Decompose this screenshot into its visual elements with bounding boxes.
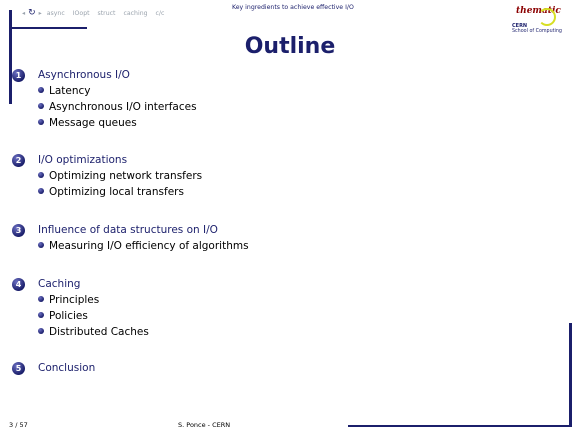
footer-author: S. Ponce - CERN [178,421,231,429]
section-title-link[interactable]: Influence of data structures on I/O [38,224,218,236]
subsection-link[interactable]: Asynchronous I/O interfaces [38,101,197,113]
logo-line-1: CERN [512,23,528,29]
logo-line-2: School of Computing [512,29,562,34]
subsection-link[interactable]: Policies [38,310,88,322]
subsection-link[interactable]: Measuring I/O efficiency of algorithms [38,240,249,252]
subsection-link[interactable]: Optimizing network transfers [38,170,202,182]
logo-wordmark: thematic [516,6,561,16]
bullet-icon [38,188,44,194]
subsection-link[interactable]: Optimizing local transfers [38,186,184,198]
section-number-badge: 1 [12,69,25,82]
section-number-badge: 4 [12,278,25,291]
section-number-badge: 5 [12,362,25,375]
nav-item-conclusion[interactable]: c/c [155,10,165,17]
nav-item-ioopt[interactable]: IOopt [72,10,90,17]
section-title-link[interactable]: Caching [38,278,81,290]
subsection-link[interactable]: Message queues [38,117,137,129]
bullet-icon [38,296,44,302]
bullet-icon [38,87,44,93]
bullet-icon [38,328,44,334]
section-number-badge: 3 [12,224,25,237]
nav-item-caching[interactable]: caching [123,10,148,17]
bullet-icon [38,242,44,248]
section-navigation [22,8,170,18]
nav-item-async[interactable]: async [46,10,65,17]
logo-swirl-icon [538,8,556,26]
subsection-link[interactable]: Latency [38,85,91,97]
subsection-link[interactable]: Principles [38,294,99,306]
bullet-icon [38,119,44,125]
nav-prev-arrow-icon[interactable]: ◂ [22,10,26,17]
right-accent-bar [569,323,572,427]
slide-title: Outline [244,34,336,59]
bullet-icon [38,172,44,178]
nav-item-struct[interactable]: struct [97,10,116,17]
bullet-icon [38,312,44,318]
nav-next-arrow-icon[interactable]: ▸ [38,10,42,17]
section-title-link[interactable]: Asynchronous I/O [38,69,130,81]
page-number: 3 / 57 [9,421,28,429]
top-accent-bar [9,27,87,29]
header-title: Key ingredients to achieve effective I/O [232,4,354,11]
nav-cycle-icon[interactable]: ↻ [28,8,36,18]
bottom-accent-bar [348,425,572,427]
section-title-link[interactable]: I/O optimizations [38,154,128,166]
bullet-icon [38,103,44,109]
section-title-link[interactable]: Conclusion [38,362,96,374]
subsection-link[interactable]: Distributed Caches [38,326,149,338]
section-number-badge: 2 [12,154,25,167]
